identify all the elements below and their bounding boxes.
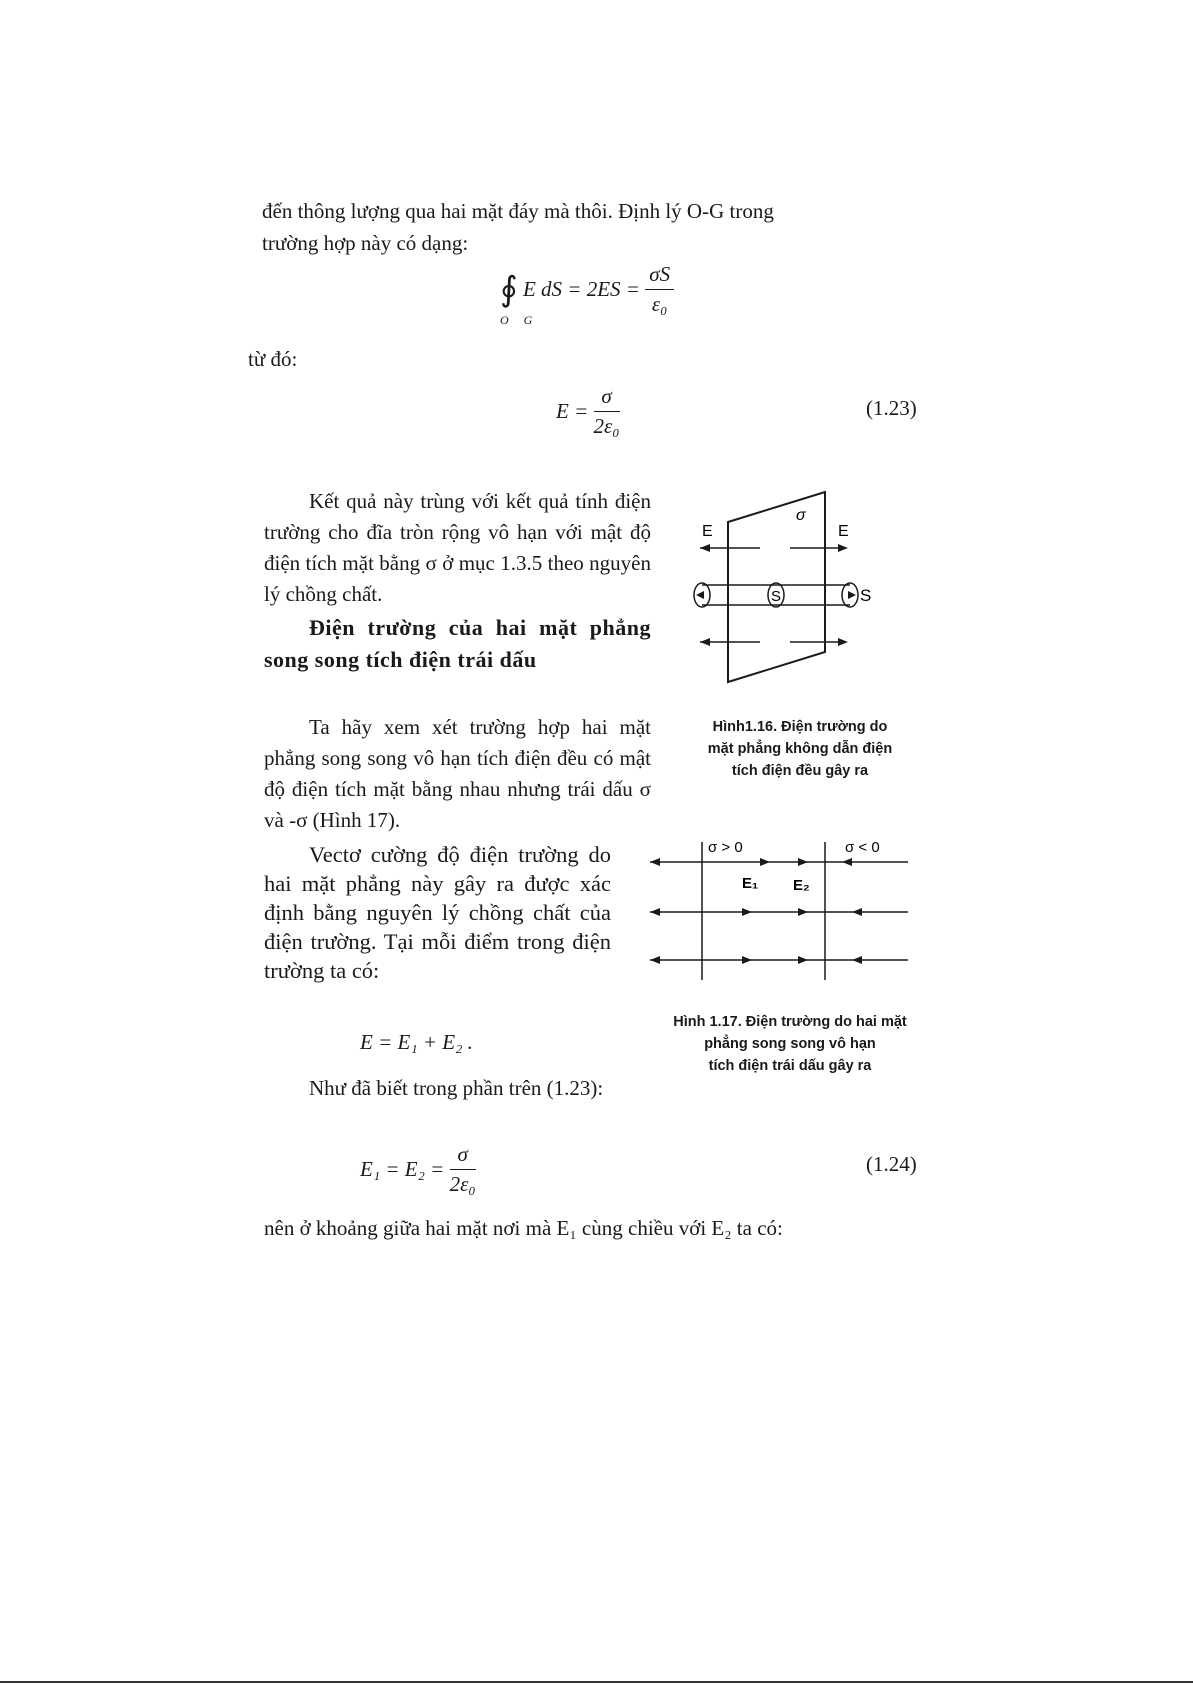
section-heading: Điện trường của hai mặt phẳng song song tích điện trái dấu — [264, 615, 651, 672]
label-sigma-positive: σ > 0 — [708, 839, 743, 856]
last-line: nên ở khoảng giữa hai mặt nơi mà E₁ cùng chiều với E₂ ta có: — [264, 1216, 783, 1240]
label-sigma-negative: σ < 0 — [845, 839, 880, 856]
paragraph-two-planes: Ta hãy xem xét trường hợp hai mặt phẳng song song vô hạn tích điện đều có mật độ điện tích mặt bằng nhau nhưng trái dấu σ và -σ (Hình 17). — [264, 715, 651, 832]
intro-line-1: đến thông lượng qua hai mặt đáy mà thôi. Định lý O-G trong — [262, 199, 774, 223]
figure-1-16 — [680, 480, 920, 690]
equation-label-1-23: (1.23) — [866, 396, 917, 420]
flux-subscript: O G — [500, 313, 539, 327]
paragraph-result: Kết quả này trùng với kết quả tính điện trường cho đĩa tròn rộng vô hạn với mật độ điện tích mặt bằng σ ở mục 1.3.5 theo nguyên lý chồng chất. — [264, 489, 651, 606]
paragraph-vector: Vectơ cường độ điện trường do hai mặt phẳng này gây ra được xác định bằng nguyên lý chồng chất của điện trường. Tại mỗi điểm trong điện trường ta có: — [264, 842, 611, 983]
tu-do-text: từ đó: — [248, 347, 298, 371]
equation-label-1-24: (1.24) — [866, 1152, 917, 1176]
label-e-right: E — [838, 523, 849, 540]
label-s-mid: S — [771, 588, 782, 605]
paragraph-previous: Như đã biết trong phần trên (1.23): — [309, 1076, 604, 1100]
page-bottom-rule — [0, 1681, 1193, 1683]
label-sigma: σ — [796, 507, 806, 524]
equation-1-24: E₁ = E₂ = $\frac{\sigma}{\text{2ε₀}}$ — [360, 1142, 476, 1196]
figure-1-17 — [640, 832, 920, 982]
label-e-left: E — [702, 523, 713, 540]
intro-line-2: trường hợp này có dạng: — [262, 231, 469, 255]
caption-figure-1-16: Hình1.16. Điện trường do mặt phẳng không dẫn điện tích điện đều gây ra — [707, 719, 893, 779]
equation-superposition: E = E₁ + E₂ . — [360, 1030, 473, 1054]
equation-1-23: E = $\frac{\sigma}{\text{2ε₀}}$ — [556, 384, 620, 438]
caption-figure-1-17: Hình 1.17. Điện trường do hai mặt phẳng song song vô hạn tích điện trái dấu gây ra — [673, 1014, 907, 1074]
charged-plane — [728, 492, 825, 682]
label-e2: E₂ — [793, 877, 810, 894]
label-e1: E₁ — [742, 875, 759, 892]
flux-equation: ∮ E dS = 2ES = $\frac{\sigma S}{\text{ε₀}}$ — [500, 262, 674, 317]
label-s-right: S — [860, 586, 872, 605]
